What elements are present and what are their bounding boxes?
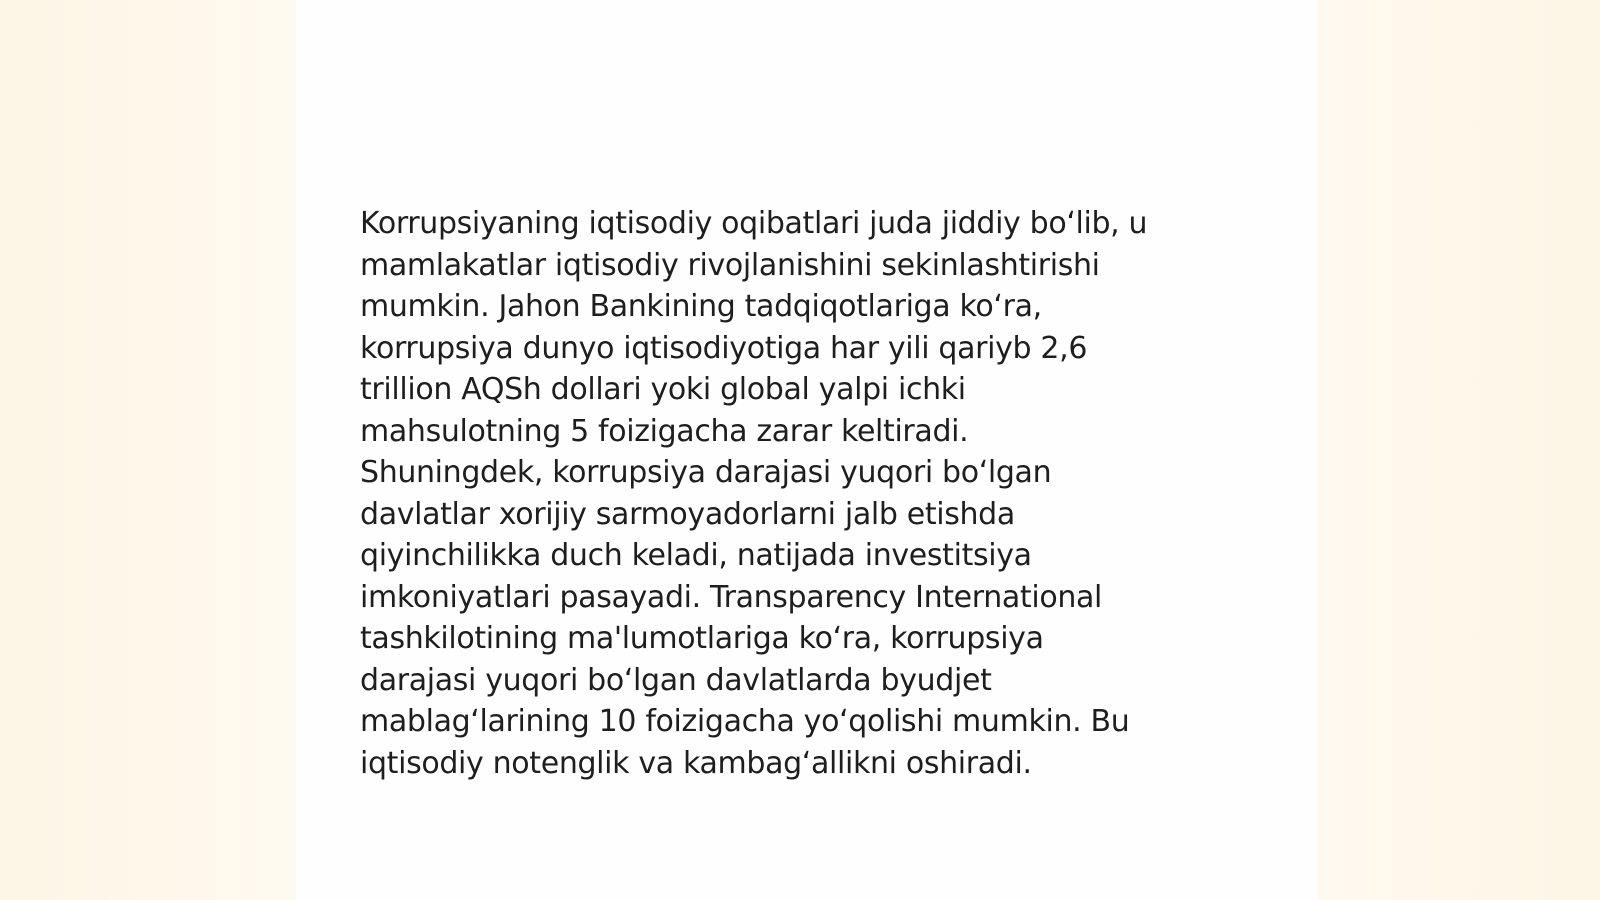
text-line: Korrupsiyaning iqtisodiy oqibatlari juda jiddiy bo‘lib, u xyxy=(360,206,1148,241)
slide-page xyxy=(296,0,1318,900)
text-line: qiyinchilikka duch keladi, natijada investitsiya xyxy=(360,538,1032,573)
text-line: davlatlar xorijiy sarmoyadorlarni jalb etishda xyxy=(360,496,1015,532)
text-line: mablag‘larining 10 foizigacha yo‘qolishi mumkin. Bu xyxy=(360,704,1130,739)
text-line: imkoniyatlari pasayadi. Transparency International xyxy=(360,579,1103,615)
slide-body-text xyxy=(360,203,1250,784)
text-line: darajasi yuqori bo‘lgan davlatlarda byudjet xyxy=(360,662,992,698)
text-line: korrupsiya dunyo iqtisodiyotiga har yili qariyb 2,6 xyxy=(360,330,1088,366)
text-line: tashkilotining ma'lumotlariga ko‘ra, korrupsiya xyxy=(360,621,1044,656)
text-line: trillion AQSh dollari yoki global yalpi ichki xyxy=(360,372,966,407)
text-line: mamlakatlar iqtisodiy rivojlanishini sekinlashtirishi xyxy=(360,247,1100,283)
text-line: Shuningdek, korrupsiya darajasi yuqori bo‘lgan xyxy=(360,455,1052,490)
text-line: mumkin. Jahon Bankining tadqiqotlariga ko‘ra, xyxy=(360,289,1042,324)
text-line: mahsulotning 5 foizigacha zarar keltiradi. xyxy=(360,413,969,449)
text-line: iqtisodiy notenglik va kambag‘allikni oshiradi. xyxy=(360,745,1032,781)
